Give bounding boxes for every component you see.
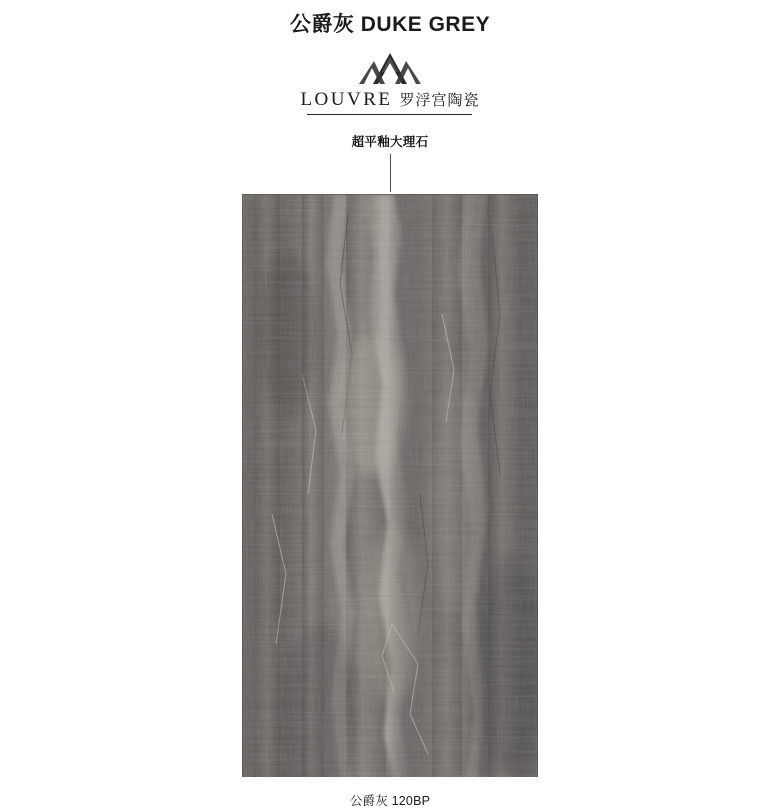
tile-caption: 公爵灰 120BP <box>349 794 431 808</box>
brand-latin-name: LOUVRE <box>300 89 393 111</box>
brand-divider <box>307 114 472 115</box>
brand-logo <box>300 51 479 115</box>
spec-label: 超平釉大理石 <box>351 135 429 150</box>
tile-image <box>242 194 538 777</box>
page-title: 公爵灰 DUKE GREY <box>289 13 491 36</box>
brand-names <box>300 89 479 111</box>
mountain-peaks-icon <box>351 51 429 87</box>
leader-line <box>390 154 391 192</box>
marble-texture <box>242 194 538 777</box>
brand-chinese-name: 罗浮宫陶瓷 <box>399 93 480 110</box>
